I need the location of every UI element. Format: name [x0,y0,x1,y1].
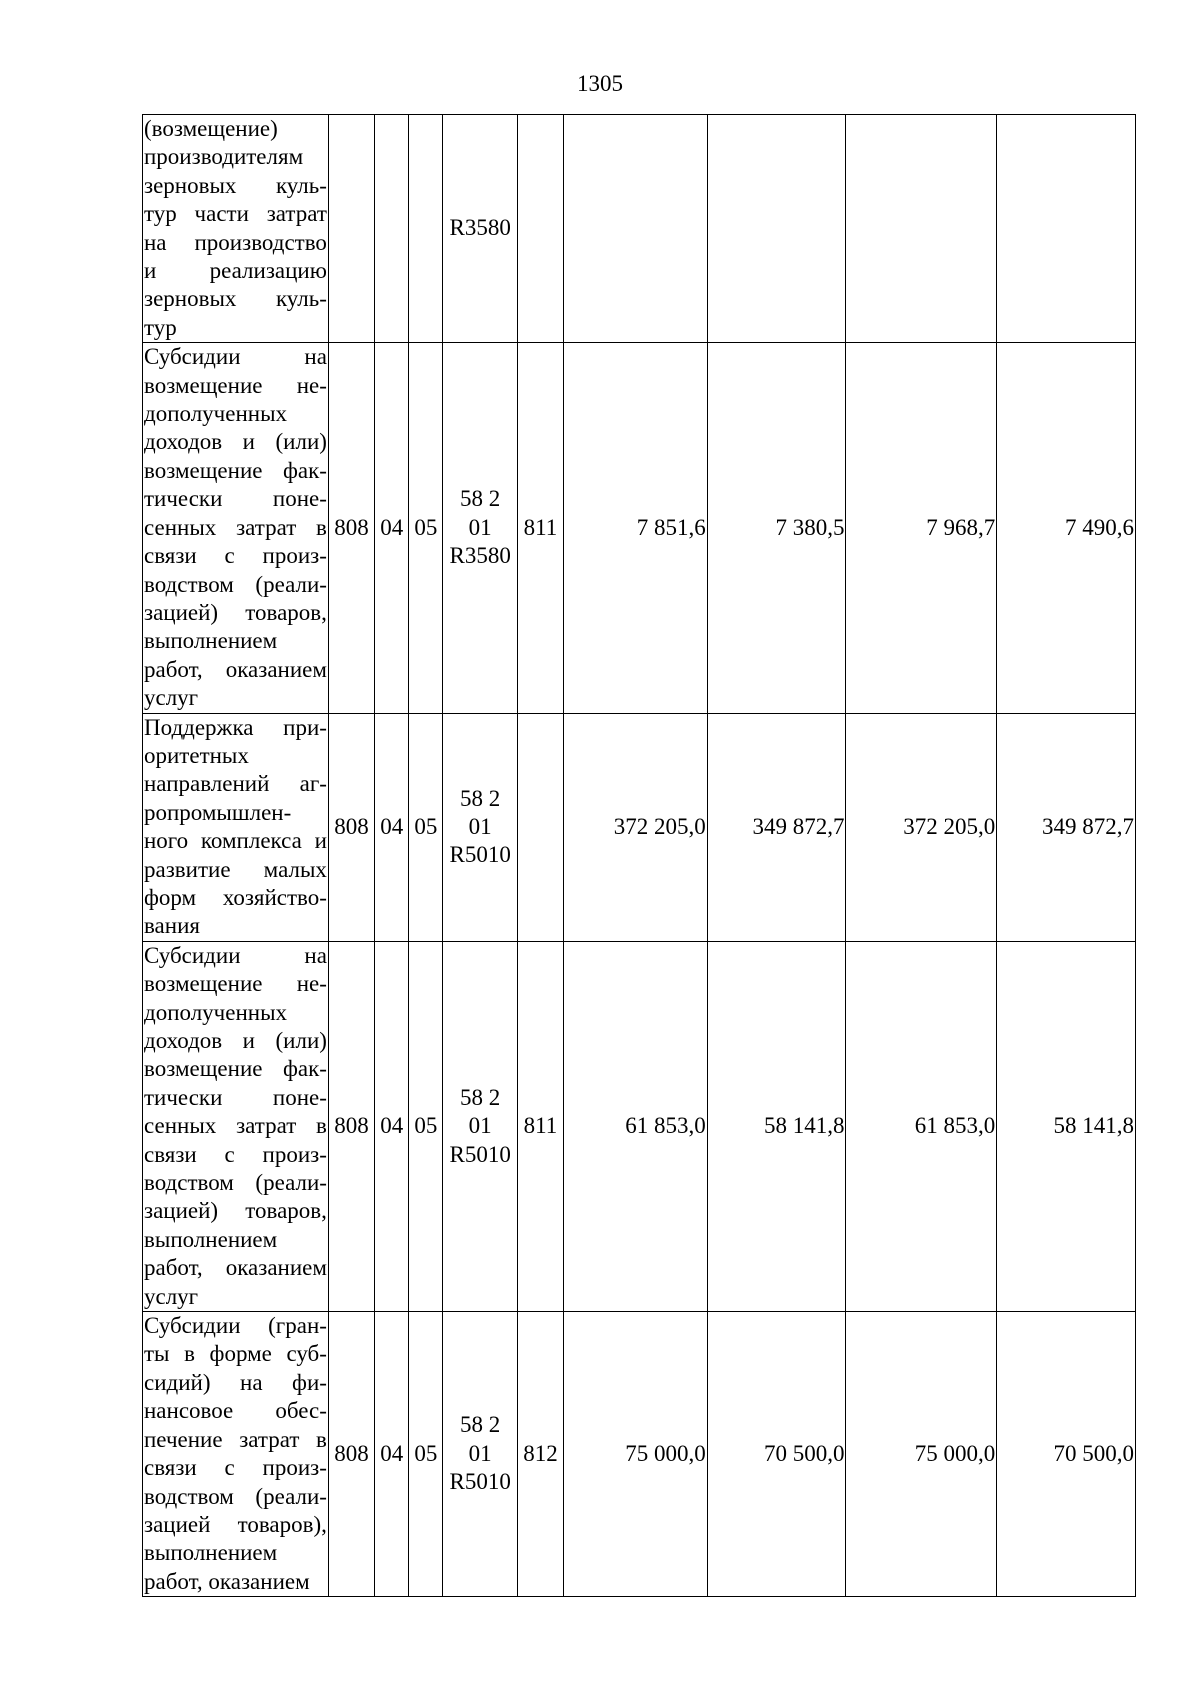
csr-line: R5010 [449,1141,511,1167]
row-name-line: доходов и (или) [144,1028,327,1053]
row-name-line: развитие малых [144,856,327,882]
glava-cell: 808 [328,1312,374,1597]
row-name-line: возмещение фак- [144,457,327,483]
row-name-cell [143,713,329,941]
value-cell-3: 75 000,0 [846,1312,997,1597]
row-name-line: оритетных [144,742,249,768]
value-cell-4: 349 872,7 [997,713,1136,941]
csr-line: 58 2 [460,486,501,512]
value-cell-4: 58 141,8 [997,941,1136,1311]
csr-line: 01 [468,1440,492,1466]
value-cell-3: 372 205,0 [846,713,997,941]
csr-line: 01 [468,1113,492,1139]
csr-line: 58 2 [460,1084,501,1110]
csr-line: 58 2 [460,1412,501,1438]
csr-line: R5010 [449,1469,511,1495]
pr-cell: 05 [409,713,443,941]
value-cell-4 [997,115,1136,343]
vr-cell [517,713,563,941]
row-name-line: возмещение не- [144,971,327,997]
row-name-line: выполнением [144,628,278,654]
value-cell-2: 70 500,0 [707,1312,846,1597]
value-cell-3: 7 968,7 [846,343,997,713]
vr-cell: 811 [517,343,563,713]
row-name-line: дополученных [144,401,288,427]
row-name-line: зерновых куль- [144,172,327,198]
row-name-line: сенных затрат в [144,1113,327,1139]
csr-cell [443,941,517,1311]
glava-cell: 808 [328,941,374,1311]
table-row [143,343,1136,713]
row-name-line: Субсидии (гран- [144,1313,327,1339]
value-cell-4: 7 490,6 [997,343,1136,713]
row-name-line: дополученных [144,999,288,1025]
value-cell-2: 7 380,5 [707,343,846,713]
row-name-line: (возмещение) [144,116,278,141]
value-cell-4: 70 500,0 [997,1312,1136,1597]
row-name-line: сенных затрат в [144,514,327,540]
rz-cell: 04 [375,1312,409,1597]
row-name-line: водством (реали- [144,1483,327,1509]
csr-line: R3580 [449,543,511,569]
table-row [143,713,1136,941]
csr-cell [443,1312,517,1597]
row-name-line: зерновых куль- [144,286,327,312]
row-name-cell [143,115,329,343]
row-name-line: нансовое обес- [144,1398,327,1424]
row-name-line: вания [144,913,200,939]
row-name-line: работ, оказанием [144,1255,327,1281]
row-name-line: на производство [144,229,327,255]
row-name-line: тически поне- [144,1084,327,1110]
pr-cell [409,115,443,343]
value-cell-2: 58 141,8 [707,941,846,1311]
rz-cell: 04 [375,713,409,941]
value-cell-2 [707,115,846,343]
vr-cell [517,115,563,343]
row-name-line: зацией) товаров, [144,599,327,625]
glava-cell: 808 [328,713,374,941]
page-number: 1305 [577,71,623,96]
row-name-line: тур [144,314,177,340]
row-name-line: тур части затрат [144,201,327,227]
row-name-line: работ, оказанием [144,656,327,682]
row-name-line: производителям [144,144,304,170]
table-row [143,115,1136,343]
csr-line: 58 2 [460,785,501,811]
row-name-cell [143,1312,329,1597]
value-cell-3: 61 853,0 [846,941,997,1311]
row-name-line: сидий) на фи- [144,1369,327,1395]
row-name-cell [143,343,329,713]
row-name-line: связи с произ- [144,1141,327,1167]
value-cell-1: 372 205,0 [564,713,708,941]
value-cell-1: 75 000,0 [564,1312,708,1597]
row-name-line: ропромышлен- [144,799,292,825]
csr-cell [443,115,517,343]
table-row [143,941,1136,1311]
value-cell-3 [846,115,997,343]
row-name-line: Субсидии на [144,344,327,370]
vr-cell: 812 [517,1312,563,1597]
table-row [143,1312,1136,1597]
row-name-line: ты в форме суб- [144,1341,327,1367]
rz-cell: 04 [375,941,409,1311]
rz-cell [375,115,409,343]
budget-table [142,114,1136,1597]
value-cell-1 [564,115,708,343]
row-name-line: направлений аг- [144,771,327,797]
row-name-line: возмещение не- [144,372,327,398]
value-cell-1: 7 851,6 [564,343,708,713]
csr-cell [443,343,517,713]
pr-cell: 05 [409,1312,443,1597]
row-name-line: и реализацию [144,258,327,284]
glava-cell [328,115,374,343]
csr-line: 01 [468,813,492,839]
vr-cell: 811 [517,941,563,1311]
csr-line: R5010 [449,842,511,868]
row-name-line: зацией товаров), [144,1511,327,1537]
row-name-line: доходов и (или) [144,429,327,455]
row-name-line: водством (реали- [144,571,327,597]
row-name-line: работ, оказанием [144,1568,310,1594]
row-name-line: форм хозяйство- [144,884,327,910]
row-name-line: печение затрат в [144,1426,327,1452]
row-name-line: тически поне- [144,486,327,512]
row-name-line: ного комплекса и [144,828,327,854]
row-name-line: выполнением [144,1226,278,1252]
row-name-line: выполнением [144,1540,278,1566]
row-name-line: услуг [144,1283,199,1309]
row-name-line: Субсидии на [144,942,327,968]
row-name-line: зацией) товаров, [144,1198,327,1224]
rz-cell: 04 [375,343,409,713]
pr-cell: 05 [409,343,443,713]
row-name-line: услуг [144,685,199,711]
value-cell-2: 349 872,7 [707,713,846,941]
row-name-line: Поддержка при- [144,714,327,740]
row-name-line: водством (реали- [144,1170,327,1196]
pr-cell: 05 [409,941,443,1311]
value-cell-1: 61 853,0 [564,941,708,1311]
csr-cell [443,713,517,941]
csr-line: 01 [468,514,492,540]
row-name-line: связи с произ- [144,1455,327,1481]
row-name-line: возмещение фак- [144,1056,327,1082]
row-name-line: связи с произ- [144,543,327,569]
glava-cell: 808 [328,343,374,713]
row-name-cell [143,941,329,1311]
csr-line: R3580 [449,215,511,241]
